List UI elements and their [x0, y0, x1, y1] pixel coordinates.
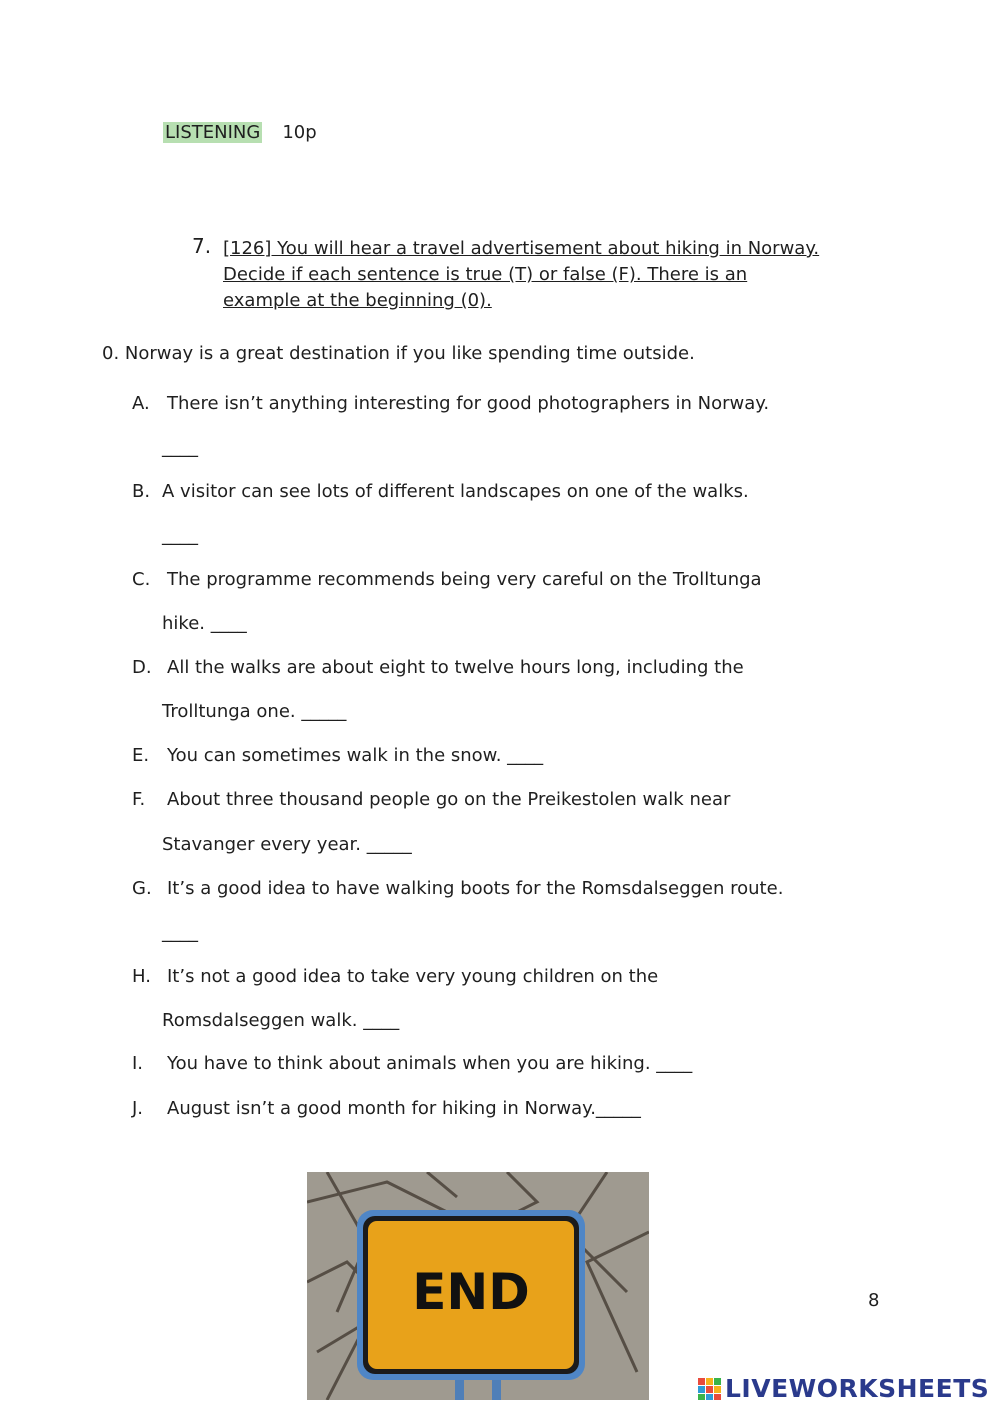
- end-sign-text: END: [412, 1263, 530, 1321]
- item-letter: D.: [132, 657, 152, 678]
- item-text: You have to think about animals when you are hiking. ____: [167, 1053, 693, 1074]
- item-text: There isn’t anything interesting for good photographers in Norway.: [167, 393, 770, 414]
- answer-blank-b[interactable]: ____: [162, 525, 198, 546]
- item-d: [132, 657, 744, 678]
- item-c-continued[interactable]: hike. ____: [162, 613, 247, 634]
- item-i[interactable]: [132, 1053, 692, 1074]
- item-letter: H.: [132, 966, 151, 987]
- item-text: August isn’t a good month for hiking in Norway._____: [167, 1098, 641, 1119]
- item-text: All the walks are about eight to twelve hours long, including the: [167, 657, 744, 678]
- item-letter: G.: [132, 878, 152, 899]
- item-letter: A.: [132, 393, 150, 414]
- answer-blank-g[interactable]: ____: [162, 922, 198, 943]
- liveworksheets-logo-icon: [698, 1378, 722, 1400]
- item-g: [132, 878, 783, 899]
- item-h: [132, 966, 658, 987]
- brand-footer[interactable]: [698, 1374, 989, 1403]
- task-number: 7.: [192, 234, 212, 258]
- task-instructions: [126] You will hear a travel advertisement about hiking in Norway. Decide if each sentence is true (T) or false (F). There is an example at the beginning (0).: [223, 238, 820, 311]
- item-letter: J.: [132, 1098, 144, 1119]
- item-letter: E.: [132, 745, 150, 766]
- item-j[interactable]: [132, 1098, 641, 1119]
- item-text: The programme recommends being very careful on the Trolltunga: [167, 569, 762, 590]
- item-e[interactable]: [132, 745, 543, 766]
- end-sign-illustration: [307, 1172, 649, 1400]
- item-text: You can sometimes walk in the snow. ____: [167, 745, 544, 766]
- answer-blank-a[interactable]: ____: [162, 437, 198, 458]
- section-title: LISTENING: [165, 122, 261, 143]
- page-number: 8: [868, 1290, 880, 1311]
- item-f-continued[interactable]: Stavanger every year. _____: [162, 834, 412, 855]
- item-text: It’s a good idea to have walking boots for the Romsdalseggen route.: [167, 878, 784, 899]
- item-f: [132, 789, 730, 810]
- example-sentence: 0. Norway is a great destination if you like spending time outside.: [102, 343, 695, 364]
- item-a: [132, 393, 769, 414]
- item-text: About three thousand people go on the Preikestolen walk near: [167, 789, 731, 810]
- section-heading: [163, 122, 317, 143]
- item-letter: C.: [132, 569, 151, 590]
- brand-name: LIVEWORKSHEETS: [725, 1374, 990, 1403]
- item-letter: B.: [132, 481, 151, 502]
- item-h-continued[interactable]: Romsdalseggen walk. ____: [162, 1010, 400, 1031]
- item-letter: I.: [132, 1053, 144, 1074]
- item-letter: F.: [132, 789, 146, 810]
- item-text: A visitor can see lots of different landscapes on one of the walks.: [162, 481, 749, 502]
- item-c: [132, 569, 762, 590]
- item-b: [132, 481, 749, 502]
- end-sign-photo: [307, 1172, 649, 1400]
- section-points: 10p: [282, 122, 317, 143]
- item-d-continued[interactable]: Trolltunga one. _____: [162, 701, 347, 722]
- item-text: It’s not a good idea to take very young children on the: [167, 966, 659, 987]
